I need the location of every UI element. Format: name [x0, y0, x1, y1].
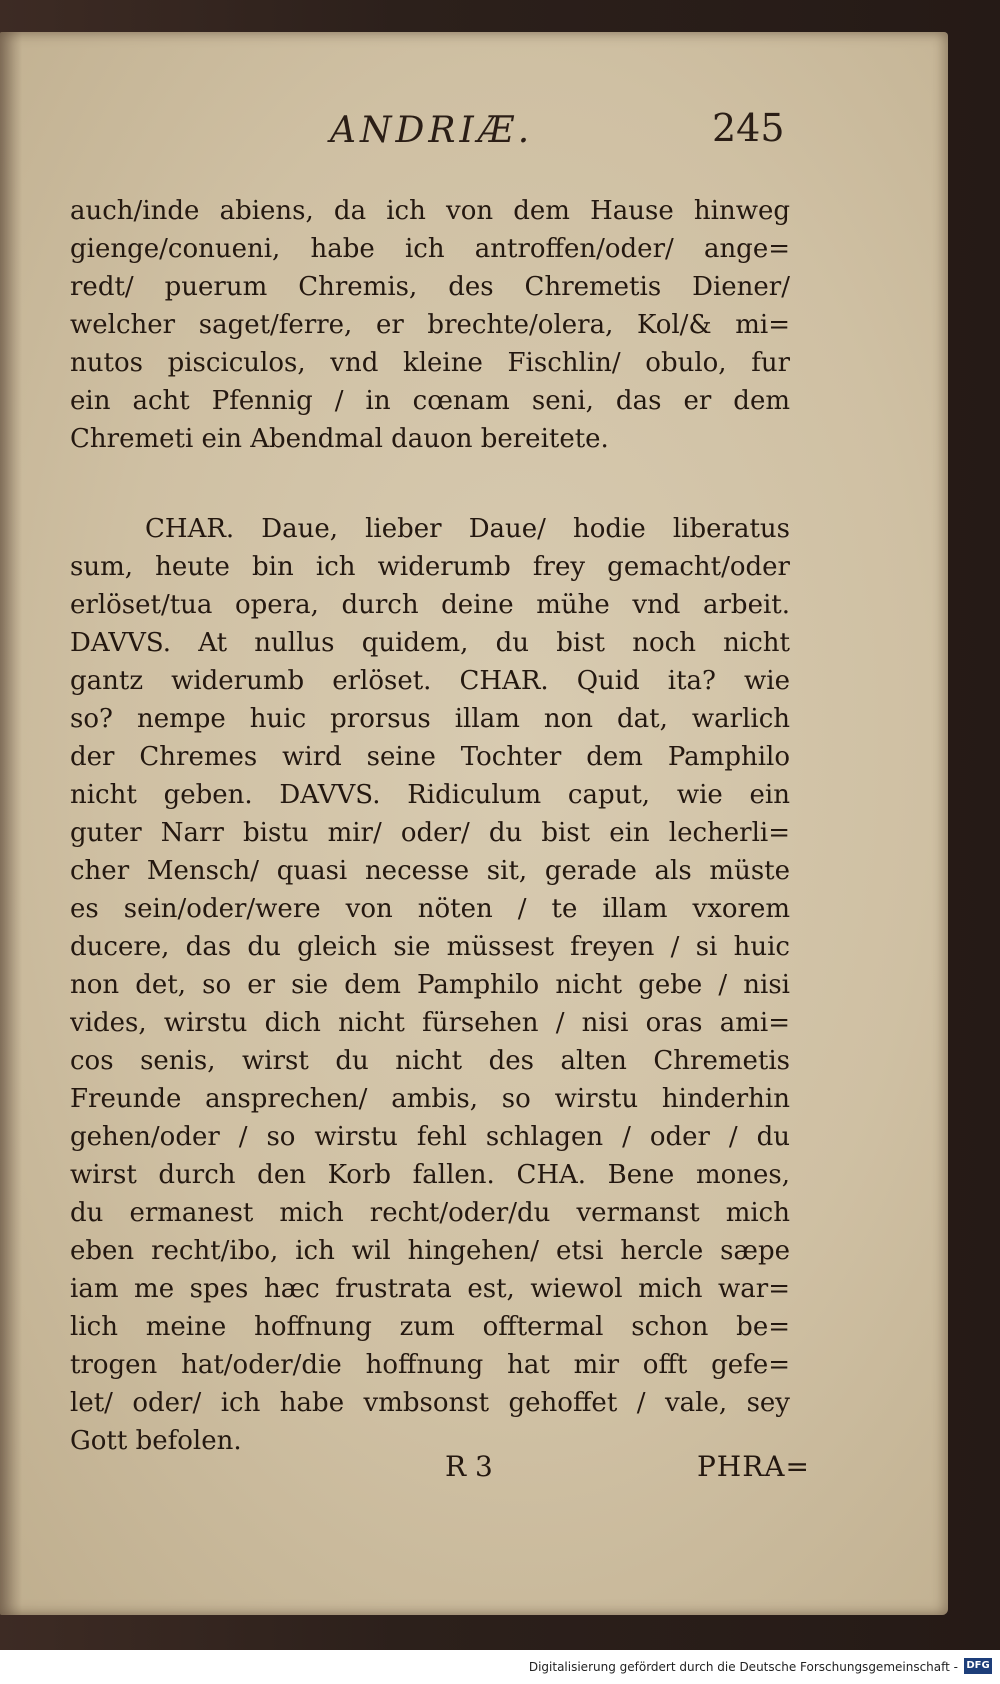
text-line: auch/inde abiens, da ich von dem Hause hinweg	[70, 196, 790, 226]
text-line: der Chremes wird seine Tochter dem Pamphilo	[70, 742, 790, 772]
text-line: gehen/oder / so wirstu fehl schlagen / oder / du	[70, 1122, 790, 1152]
text-line: CHAR. Daue, lieber Daue/ hodie liberatus	[145, 514, 790, 544]
text-line: welcher saget/ferre, er brechte/olera, Kol/& mi=	[70, 310, 790, 340]
text-line: non det, so er sie dem Pamphilo nicht gebe / nisi	[70, 970, 790, 1000]
page-footer	[440, 1450, 810, 1490]
running-head-title: ANDRIÆ.	[330, 110, 534, 151]
text-line: Chremeti ein Abendmal dauon bereitete.	[70, 424, 609, 454]
text-line: Gott befolen.	[70, 1426, 242, 1456]
text-line: let/ oder/ ich habe vmbsonst gehoffet / vale, sey	[70, 1388, 790, 1418]
text-line: cher Mensch/ quasi necesse sit, gerade als müste	[70, 856, 790, 886]
text-line: guter Narr bistu mir/ oder/ du bist ein lecherli=	[70, 818, 790, 848]
text-line: nutos pisciculos, vnd kleine Fischlin/ obulo, fur	[70, 348, 790, 378]
paragraph-1	[70, 192, 790, 458]
text-line: ducere, das du gleich sie müssest freyen / si huic	[70, 932, 790, 962]
paragraph-spacer	[70, 458, 790, 510]
digitization-credit-bar	[0, 1650, 1000, 1684]
text-line: gantz widerumb erlöset. CHAR. Quid ita? wie	[70, 666, 790, 696]
text-line: gienge/conueni, habe ich antroffen/oder/ ange=	[70, 234, 790, 264]
text-line: vides, wirstu dich nicht fürsehen / nisi oras ami=	[70, 1008, 790, 1038]
book-page	[0, 32, 948, 1615]
paragraph-2	[70, 510, 790, 1460]
text-line: es sein/oder/were von nöten / te illam vxorem	[70, 894, 790, 924]
text-line: iam me spes hæc frustrata est, wiewol mich war=	[70, 1274, 790, 1304]
text-line: cos senis, wirst du nicht des alten Chremetis	[70, 1046, 790, 1076]
text-line: redt/ puerum Chremis, des Chremetis Diener/	[70, 272, 790, 302]
text-line: trogen hat/oder/die hoffnung hat mir offt gefe=	[70, 1350, 790, 1380]
page-number: 245	[712, 106, 785, 150]
catchword: PHRA=	[696, 1450, 810, 1483]
running-head	[320, 106, 800, 160]
dfg-logo: DFG	[964, 1658, 992, 1674]
text-line: so? nempe huic prorsus illam non dat, warlich	[70, 704, 790, 734]
text-line: du ermanest mich recht/oder/du vermanst mich	[70, 1198, 790, 1228]
text-line: DAVVS. At nullus quidem, du bist noch nicht	[70, 628, 790, 658]
text-line: lich meine hoffnung zum offtermal schon be=	[70, 1312, 790, 1342]
signature-mark: R 3	[445, 1450, 493, 1483]
text-line: ein acht Pfennig / in cœnam seni, das er dem	[70, 386, 790, 416]
text-line: Freunde ansprechen/ ambis, so wirstu hinderhin	[70, 1084, 790, 1114]
text-line: erlöset/tua opera, durch deine mühe vnd arbeit.	[70, 590, 790, 620]
text-line: wirst durch den Korb fallen. CHA. Bene mones,	[70, 1160, 790, 1190]
body-text	[70, 192, 790, 1460]
text-line: nicht geben. DAVVS. Ridiculum caput, wie ein	[70, 780, 790, 810]
funding-credit-text: Digitalisierung gefördert durch die Deutsche Forschungsgemeinschaft -	[528, 1660, 958, 1674]
text-line: eben recht/ibo, ich wil hingehen/ etsi hercle sæpe	[70, 1236, 790, 1266]
text-line: sum, heute bin ich widerumb frey gemacht/oder	[70, 552, 790, 582]
page-gutter-shadow	[0, 32, 22, 1615]
